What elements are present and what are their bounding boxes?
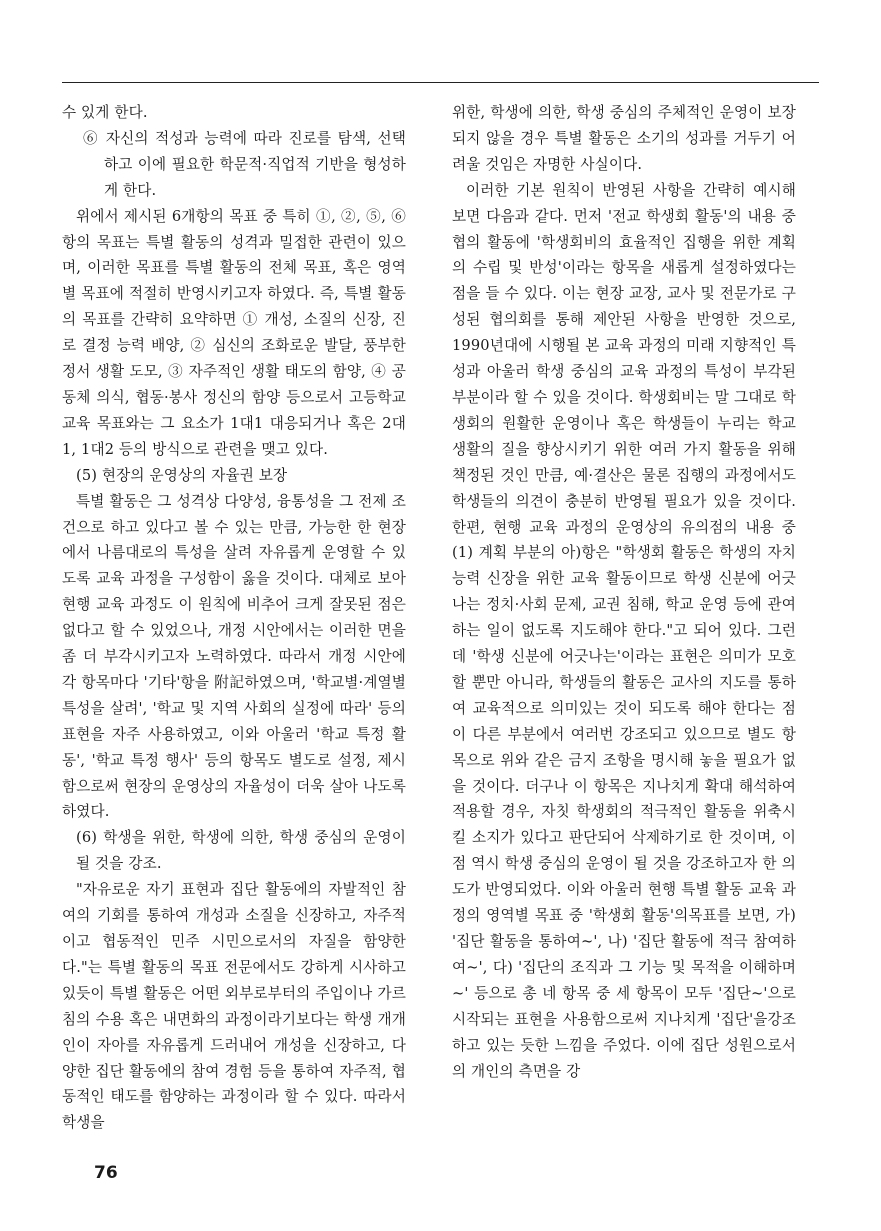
paragraph-continuation: 수 있게 한다. (62, 104, 148, 121)
goal-item-6: ⑥ 자신의 적성과 능력에 따라 진로를 탐색, 선택하고 이에 필요한 학문적·직업적 기반을 형성하게 한다. (83, 129, 406, 199)
section-heading-5: (5) 현장의 운영상의 자율권 보장 (76, 466, 288, 484)
section-heading-6: (6) 학생을 위한, 학생에 의한, 학생 중심의 운영이 될 것을 강조. (76, 829, 406, 873)
page-number: 76 (94, 1163, 118, 1183)
paragraph-goals-summary: 위에서 제시된 6개항의 목표 중 특히 ①, ②, ⑤, ⑥항의 목표는 특별 활동의 성격과 밀접한 관련이 있으며, 이러한 목표를 특별 활동의 전체 목표, 혹은 영역별 목표에 적절히 반영시키고자 하였다. 즉, 특별 활동의 목표를 간략히 요약하면 ① 개성, 소질의 신장, 진로 결정 능력 배양, ② 심신의 조화로운 발달, 풍부한 정서 생활 도모, ③ 자주적인 생활 태도의 함양, ④ 공동체 의식, 협동·봉사 정신의 함양 등으로서 고등학교 교육 목표와는 그 요소가 1대1 대응되거나 혹은 2대1, 1대2 등의 방식으로 관련을 맺고 있다. (62, 207, 406, 458)
paragraph-autonomy: 특별 활동은 그 성격상 다양성, 융통성을 그 전제 조건으로 하고 있다고 볼 수 있는 만큼, 가능한 한 현장에서 나름대로의 특성을 살려 자유롭게 운영할 수 있도록 교육 과정을 구성함이 옳을 것이다. 대체로 보아 현행 교육 과정도 이 원칙에 비추어 크게 잘못된 점은 없다고 할 수 있었으나, 개정 시안에서는 이러한 면을 좀 더 부각시키고자 노력하였다. 따라서 개정 시안에 각 항목마다 '기타'항을 附記하였으며, '학교별·계열별 특성을 살려', '학교 및 지역 사회의 실정에 따라' 등의 표현을 자주 사용하였고, 이와 아울러 '학교 특정 활동', '학교 특정 행사' 등의 항목도 별도로 설정, 제시함으로써 현장의 운영상의 자율성이 더욱 살아 나도록 하였다. (62, 492, 406, 821)
left-column (62, 100, 406, 1136)
header-rule (62, 82, 819, 83)
paragraph-student-centered: "자유로운 자기 표현과 집단 활동에의 자발적인 참여의 기회를 통하여 개성과 소질을 신장하고, 자주적이고 협동적인 민주 시민으로서의 자질을 함양한다."는 특별 활동의 목표 전문에서도 강하게 시사하고 있듯이 특별 활동은 어떤 외부로부터의 주입이나 가르침의 수용 혹은 내면화의 과정이라기보다는 학생 개개인이 자아를 자유롭게 드러내어 개성을 신장하고, 다양한 집단 활동에의 참여 경험 등을 통하여 자주적, 협동적인 태도를 함양하는 과정이라 할 수 있다. 따라서 학생을 (62, 881, 406, 1132)
paragraph-examples: 이러한 기본 원칙이 반영된 사항을 간략히 예시해 보면 다음과 같다. 먼저 '전교 학생회 활동'의 내용 중 협의 활동에 '학생회비의 효율적인 집행을 위한 계획의 수립 및 반성'이라는 항목을 새롭게 설정하였다는 점을 들 수 있다. 이는 현장 교장, 교사 및 전문가로 구성된 협의회를 통해 제안된 사항을 반영한 것으로, 1990년대에 시행될 본 교육 과정의 미래 지향적인 특성과 아울러 학생 중심의 교육 과정의 특성이 부각된 부분이라 할 수 있을 것이다. 학생회비는 말 그대로 학생회의 원활한 운영이나 혹은 학생들이 누리는 학교 생활의 질을 향상시키기 위한 여러 가지 활동을 위해 책정된 것인 만큼, 예·결산은 물론 집행의 과정에서도 학생들의 의견이 충분히 반영될 필요가 있을 것이다. 한편, 현행 교육 과정의 운영상의 유의점의 내용 중 (1) 계획 부분의 아)항은 "학생회 활동은 학생의 자치 능력 신장을 위한 교육 활동이므로 학생 신분에 어긋나는 정치·사회 문제, 교권 침해, 학교 운영 등에 관여하는 일이 없도록 지도해야 한다."고 되어 있다. 그런데 '학생 신분에 어긋나는'이라는 표현은 의미가 모호할 뿐만 아니라, 학생들의 활동은 교사의 지도를 통하여 교육적으로 의미있는 것이 되도록 해야 한다는 점이 다른 부분에서 여러번 강조되고 있으므로 별도 항목으로 위와 같은 금지 조항을 명시해 놓을 필요가 없을 것이다. 더구나 이 항목은 지나치게 확대 해석하여 적용할 경우, 자칫 학생회의 적극적인 활동을 위축시킬 소지가 있다고 판단되어 삭제하기로 한 것이며, 이 점 역시 학생 중심의 운영이 될 것을 강조하고자 한 의도가 반영되었다. 이와 아울러 현행 특별 활동 교육 과정의 영역별 목표 중 '학생회 활동'의목표를 보면, 가) '집단 활동을 통하여~', 나) '집단 활동에 적극 참여하여~', 다) '집단의 조직과 그 기능 및 목적을 이해하며~' 등으로 총 네 항목 중 세 항목이 모두 '집단~'으로 시작되는 표현을 사용함으로써 지나치게 '집단'을강조하고 있는 듯한 느낌을 주었다. 이에 집단 성원으로서의 개인의 측면을 강 (452, 181, 796, 1080)
right-column (452, 100, 796, 1084)
paragraph-continuation: 위한, 학생에 의한, 학생 중심의 주체적인 운영이 보장되지 않을 경우 특별 활동은 소기의 성과를 거두기 어려울 것임은 자명한 사실이다. (452, 104, 796, 173)
